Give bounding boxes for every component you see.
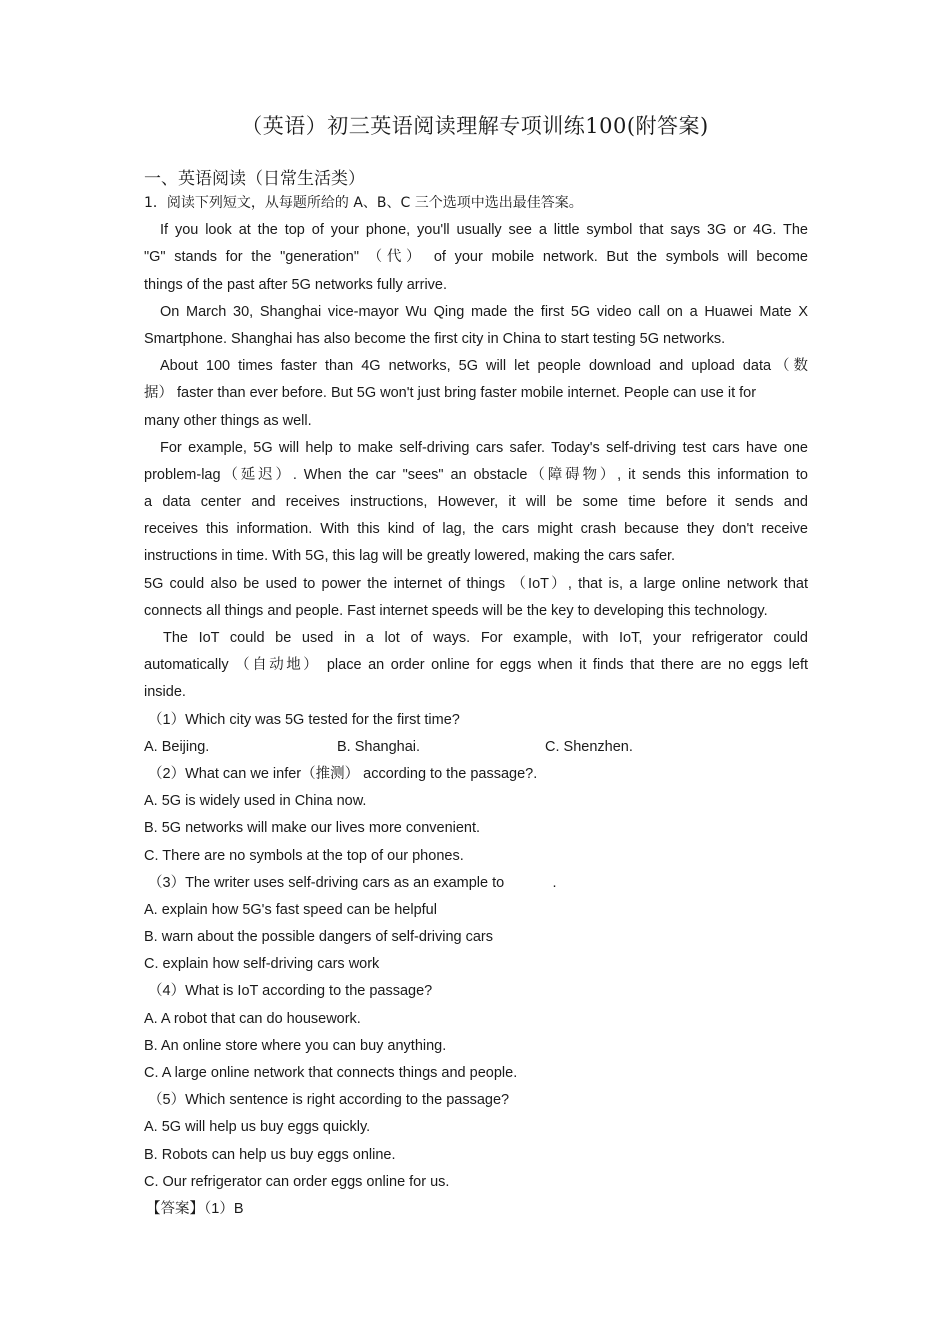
option-b: B. 5G networks will make our lives more convenient. bbox=[144, 820, 481, 837]
document-title: （英语）初三英语阅读理解专项训练100(附答案) bbox=[241, 114, 709, 138]
option-a: A. explain how 5G's fast speed can be helpful bbox=[144, 901, 437, 918]
option-b: B. Robots can help us buy eggs online. bbox=[144, 1146, 396, 1163]
question-stem: （2）What can we infer（推测） according to the passage?. bbox=[148, 765, 538, 782]
question-stem: （5）Which sentence is right according to the passage? bbox=[148, 1092, 510, 1109]
section-heading: 一、英语阅读（日常生活类） bbox=[144, 169, 365, 189]
passage-line: connects all things and people. Fast internet speeds will be the key to developing this technology. bbox=[144, 602, 768, 619]
question-stem: （4）What is IoT according to the passage? bbox=[148, 983, 433, 1000]
document-body bbox=[144, 190, 808, 1223]
question-stem: （3）The writer uses self-driving cars as an example to . bbox=[148, 874, 557, 891]
option-b: B. An online store where you can buy anything. bbox=[144, 1037, 447, 1054]
passage-line: Smartphone. Shanghai has also become the first city in China to start testing 5G networks. bbox=[144, 330, 726, 347]
option-a: A. Beijing. bbox=[144, 738, 210, 755]
option-c: C. A large online network that connects things and people. bbox=[144, 1065, 518, 1081]
option-c: C. Our refrigerator can order eggs online for us. bbox=[144, 1173, 450, 1190]
option-c: C. Shenzhen. bbox=[545, 738, 633, 755]
passage-line: 5G could also be used to power the internet of things （IoT）, that is, a large online network that bbox=[144, 575, 808, 592]
passage-line: If you look at the top of your phone, you'll usually see a little symbol that says 3G or 4G. The bbox=[160, 222, 808, 239]
passage-line: On March 30, Shanghai vice-mayor Wu Qing made the first 5G video call on a Huawei Mate X bbox=[160, 303, 808, 320]
option-a: A. A robot that can do housework. bbox=[144, 1010, 361, 1027]
option-c: C. There are no symbols at the top of our phones. bbox=[144, 847, 464, 864]
option-row bbox=[144, 734, 808, 761]
passage-line: instructions in time. With 5G, this lag will be greatly lowered, making the cars safer. bbox=[144, 548, 676, 565]
passage-line: 据） faster than ever before. But 5G won't just bring faster mobile internet. People can use it for bbox=[144, 385, 757, 402]
passage-line: For example, 5G will help to make self-driving cars safer. Today's self-driving test cars have one bbox=[160, 439, 808, 456]
passage-line: automatically （自动地） place an order online for eggs when it finds that there are no eggs left bbox=[144, 657, 808, 674]
passage-line: About 100 times faster than 4G networks, 5G will let people download and upload data（数 bbox=[160, 358, 808, 375]
answer-text: 【答案】（1）B bbox=[146, 1200, 244, 1217]
passage-line: problem-lag（延迟）. When the car "sees" an obstacle（障碍物）, it sends this information to bbox=[144, 466, 808, 483]
option-b: B. Shanghai. bbox=[337, 738, 421, 755]
passage-line: receives this information. With this kind of lag, the cars might crash because they don't receive bbox=[144, 521, 808, 538]
passage-line: "G" stands for the "generation" （代） of your mobile network. But the symbols will become bbox=[144, 249, 808, 266]
passage-line: a data center and receives instructions, However, it will be some time before it sends and bbox=[144, 494, 808, 511]
option-c: C. explain how self-driving cars work bbox=[144, 956, 380, 973]
instruction-text: 1．阅读下列短文，从每题所给的 A、B、C 三个选项中选出最佳答案。 bbox=[144, 195, 583, 211]
option-b: B. warn about the possible dangers of self-driving cars bbox=[144, 929, 493, 946]
option-a: A. 5G will help us buy eggs quickly. bbox=[144, 1119, 371, 1136]
passage-line: inside. bbox=[144, 684, 186, 701]
question-stem: （1）Which city was 5G tested for the first time? bbox=[148, 711, 460, 728]
passage-line: The IoT could be used in a lot of ways. For example, with IoT, your refrigerator could bbox=[163, 630, 808, 646]
option-a: A. 5G is widely used in China now. bbox=[144, 793, 367, 810]
passage-line: many other things as well. bbox=[144, 412, 312, 429]
passage-line: things of the past after 5G networks fully arrive. bbox=[144, 276, 448, 293]
